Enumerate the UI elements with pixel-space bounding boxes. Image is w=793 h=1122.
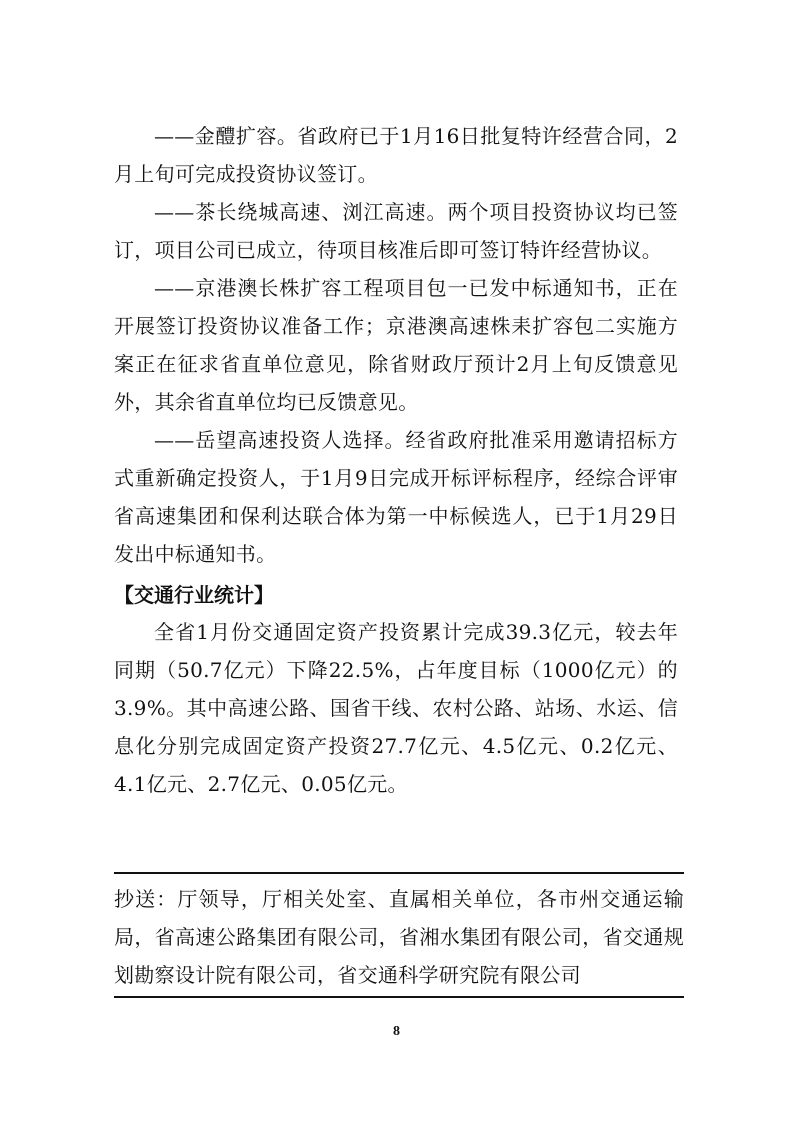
paragraph-yuewang-investor: ——岳望高速投资人选择。经省政府批准采用邀请招标方式重新确定投资人，于1月9日完成开标评标程序，经综合评审省高速集团和保利达联合体为第一中标候选人，已于1月29日发出中标通知书。 xyxy=(114,428,678,566)
cc-distribution-block xyxy=(114,872,684,998)
paragraph-traffic-statistics: 全省1月份交通固定资产投资累计完成39.3亿元，较去年同期（50.7亿元）下降22.5%，占年度目标（1000亿元）的3.9%。其中高速公路、国省干线、农村公路、站场、水运、信息化分别完成固定资产投资27.7亿元、4.5亿元、0.2亿元、4.1亿元、2.7亿元、0.05亿元。 xyxy=(114,620,678,796)
paragraph-jinggangao-expansion: ——京港澳长株扩容工程项目包一已发中标通知书，正在开展签订投资协议准备工作；京港澳高速株耒扩容包二实施方案正在征求省直单位意见，除省财政厅预计2月上旬反馈意见外，其余省直单位均已反馈意见。 xyxy=(114,276,678,414)
paragraph-jinli-expansion: ——金醴扩容。省政府已于1月16日批复特许经营合同，2月上旬可完成投资协议签订。 xyxy=(114,124,678,186)
paragraph-chachang-liujiang: ——茶长绕城高速、浏江高速。两个项目投资协议均已签订，项目公司已成立，待项目核准后即可签订特许经营协议。 xyxy=(114,200,678,262)
page-number: 8 xyxy=(393,1024,400,1039)
section-title-traffic-statistics: 【交通行业统计】 xyxy=(114,583,274,607)
cc-distribution-text: 抄送：厅领导，厅相关处室、直属相关单位，各市州交通运输局，省高速公路集团有限公司，省湘水集团有限公司，省交通规划勘察设计院有限公司，省交通科学研究院有限公司 xyxy=(114,887,684,987)
document-body xyxy=(114,117,678,803)
